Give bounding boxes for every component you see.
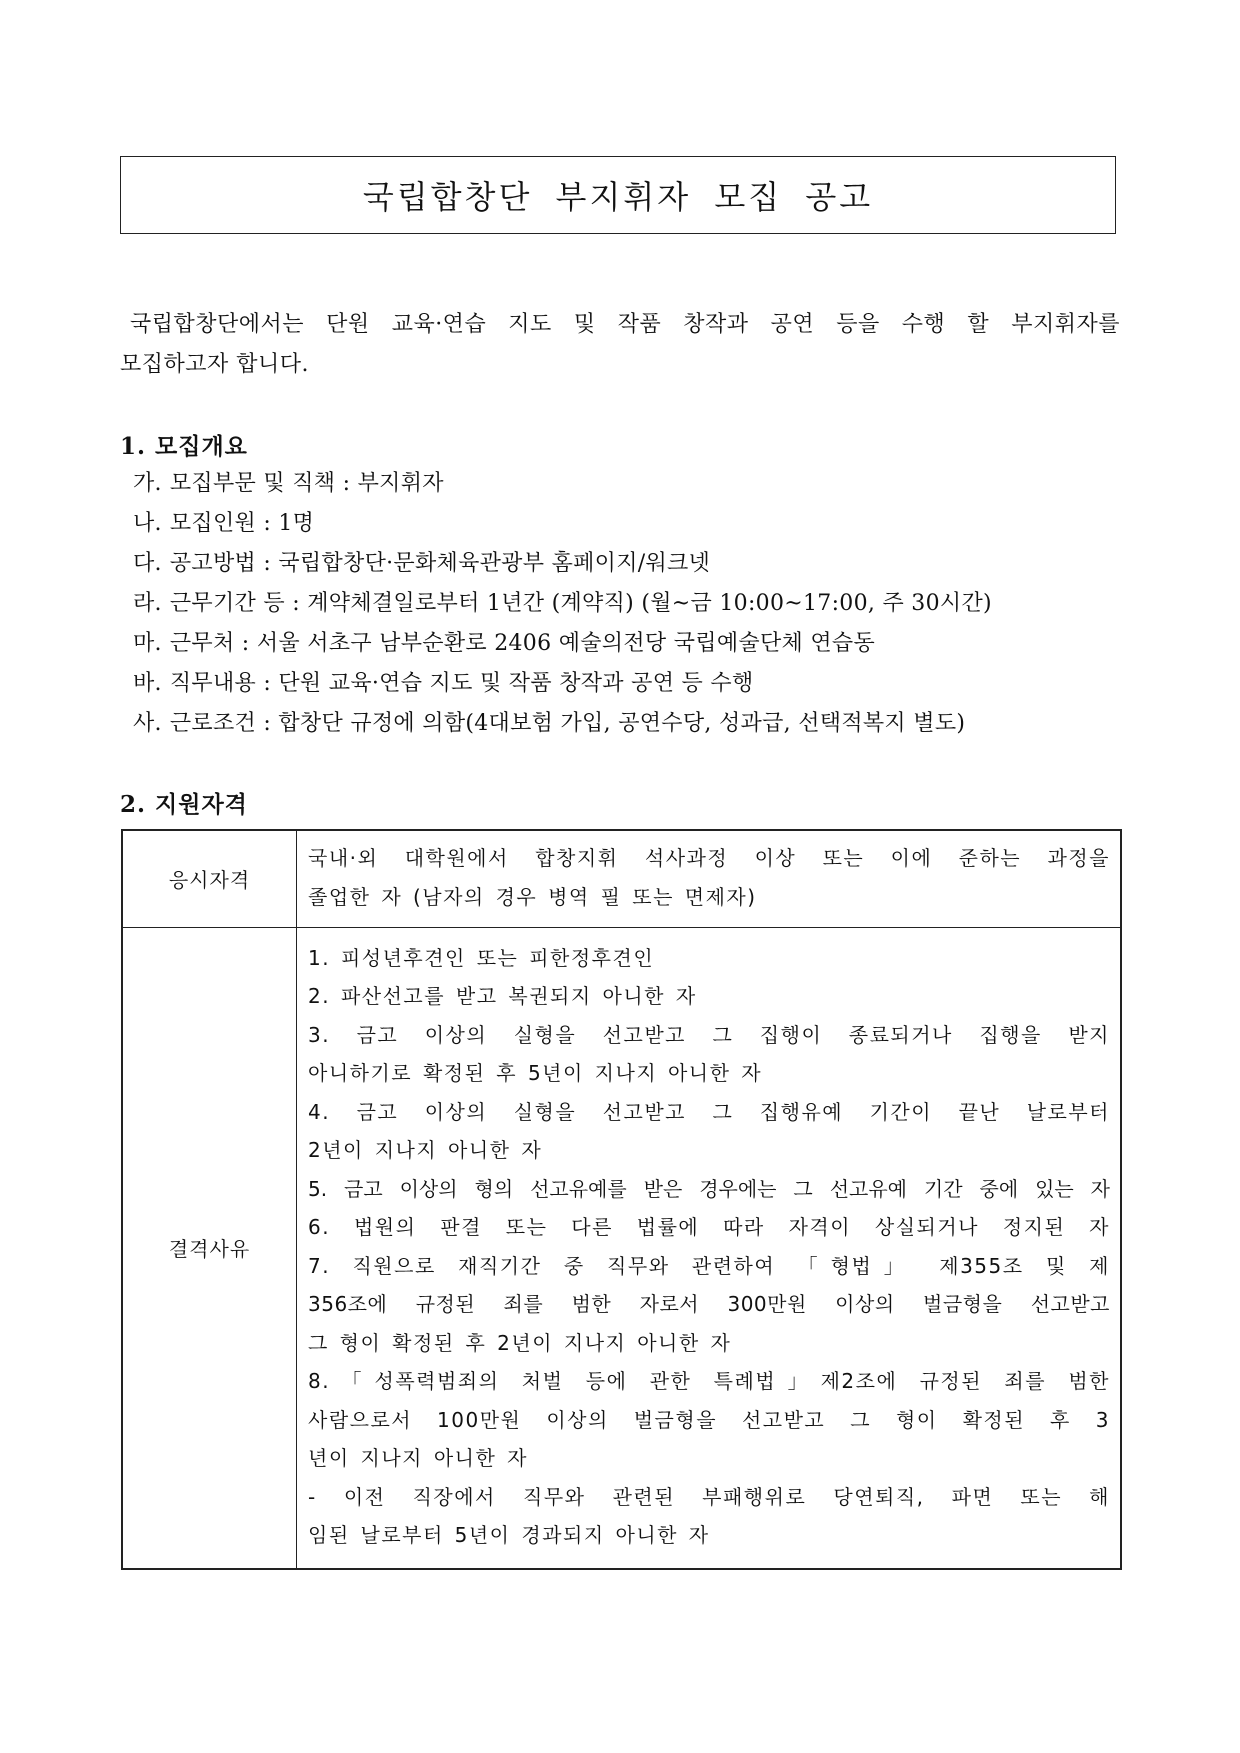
list-item-text: 모집인원 : 1명 — [169, 511, 315, 536]
list-item-text: 공고방법 : 국립합창단·문화체육관광부 홈페이지/워크넷 — [169, 551, 711, 576]
list-item-text: 직무내용 : 단원 교육·연습 지도 및 작품 창작과 공연 등 수행 — [169, 671, 754, 696]
section-2-heading: 2. 지원자격 — [120, 791, 248, 818]
content-line: 7. 직원으로 재직기간 중 직무와 관련하여 「형법」 제355조 및 제 — [308, 1253, 1110, 1278]
section-1-heading: 1. 모집개요 — [120, 433, 248, 460]
list-marker: 나. — [133, 511, 162, 536]
content-line: 356조에 규정된 죄를 범한 자로서 300만원 이상의 벌금형을 선고받고 — [308, 1292, 1110, 1317]
content-line: 그 형이 확정된 후 2년이 지나지 아니한 자 — [308, 1330, 732, 1355]
list-marker: 다. — [133, 551, 162, 576]
content-line: 국내·외 대학원에서 합창지휘 석사과정 이상 또는 이에 준하는 과정을 — [308, 846, 1110, 871]
content-line: 8.「성폭력범죄의 처벌 등에 관한 특례법」제2조에 규정된 죄를 범한 — [308, 1369, 1110, 1394]
list-marker: 바. — [133, 671, 162, 696]
list-marker: 라. — [133, 591, 162, 616]
list-item-text: 근로조건 : 합창단 규정에 의함(4대보험 가입, 공연수당, 성과급, 선택적복지 별도) — [169, 711, 966, 736]
row-content-eligibility — [297, 830, 1122, 927]
intro-line-1: 국립합창단에서는 단원 교육·연습 지도 및 작품 창작과 공연 등을 수행 할 부지휘자를 — [130, 312, 1120, 337]
content-line: 2. 파산선고를 받고 복권되지 아니한 자 — [308, 984, 697, 1009]
content-line: - 이전 직장에서 직무와 관련된 부패행위로 당연퇴직, 파면 또는 해 — [308, 1484, 1110, 1509]
list-item — [133, 464, 1123, 504]
content-line: 3. 금고 이상의 실형을 선고받고 그 집행이 종료되거나 집행을 받지 — [308, 1022, 1110, 1047]
row-content-disqualification — [297, 927, 1122, 1569]
document-title: 국립합창단 부지휘자 모집 공고 — [362, 178, 874, 216]
content-line: 4. 금고 이상의 실형을 선고받고 그 집행유예 기간이 끝난 날로부터 — [308, 1099, 1110, 1124]
title-box — [120, 156, 1116, 234]
list-item-text: 근무처 : 서울 서초구 남부순환로 2406 예술의전당 국립예술단체 연습동 — [169, 631, 876, 656]
content-line: 5. 금고 이상의 형의 선고유예를 받은 경우에는 그 선고유예 기간 중에 있는 자 — [308, 1176, 1110, 1201]
list-marker: 가. — [133, 471, 162, 496]
list-marker: 사. — [133, 711, 162, 736]
list-item — [133, 704, 1123, 744]
row-label-disqualification: 결격사유 — [122, 927, 297, 1569]
content-line: 임된 날로부터 5년이 경과되지 아니한 자 — [308, 1523, 710, 1548]
recruitment-overview-list — [133, 464, 1123, 744]
intro-line-2: 모집하고자 합니다. — [120, 352, 310, 377]
content-line: 6. 법원의 판결 또는 다른 법률에 따라 자격이 상실되거나 정지된 자 — [308, 1215, 1110, 1240]
table-row — [122, 927, 1121, 1569]
table-row — [122, 830, 1121, 927]
content-line: 1. 피성년후견인 또는 피한정후견인 — [308, 945, 655, 970]
list-item-text: 모집부문 및 직책 : 부지휘자 — [169, 471, 444, 496]
list-item-text: 근무기간 등 : 계약체결일로부터 1년간 (계약직) (월~금 10:00~17:00, 주 30시간) — [169, 591, 992, 616]
list-marker: 마. — [133, 631, 162, 656]
intro-paragraph — [120, 305, 1120, 385]
content-line: 아니하기로 확정된 후 5년이 지나지 아니한 자 — [308, 1061, 763, 1086]
list-item — [133, 544, 1123, 584]
list-item — [133, 664, 1123, 704]
content-line: 사람으로서 100만원 이상의 벌금형을 선고받고 그 형이 확정된 후 3 — [308, 1407, 1110, 1432]
list-item — [133, 624, 1123, 664]
content-line: 졸업한 자 (남자의 경우 병역 필 또는 면제자) — [308, 884, 757, 909]
content-line: 2년이 지나지 아니한 자 — [308, 1138, 543, 1163]
row-label-eligibility: 응시자격 — [122, 830, 297, 927]
list-item — [133, 584, 1123, 624]
content-line: 년이 지나지 아니한 자 — [308, 1446, 528, 1471]
list-item — [133, 504, 1123, 544]
qualification-table — [121, 829, 1122, 1570]
